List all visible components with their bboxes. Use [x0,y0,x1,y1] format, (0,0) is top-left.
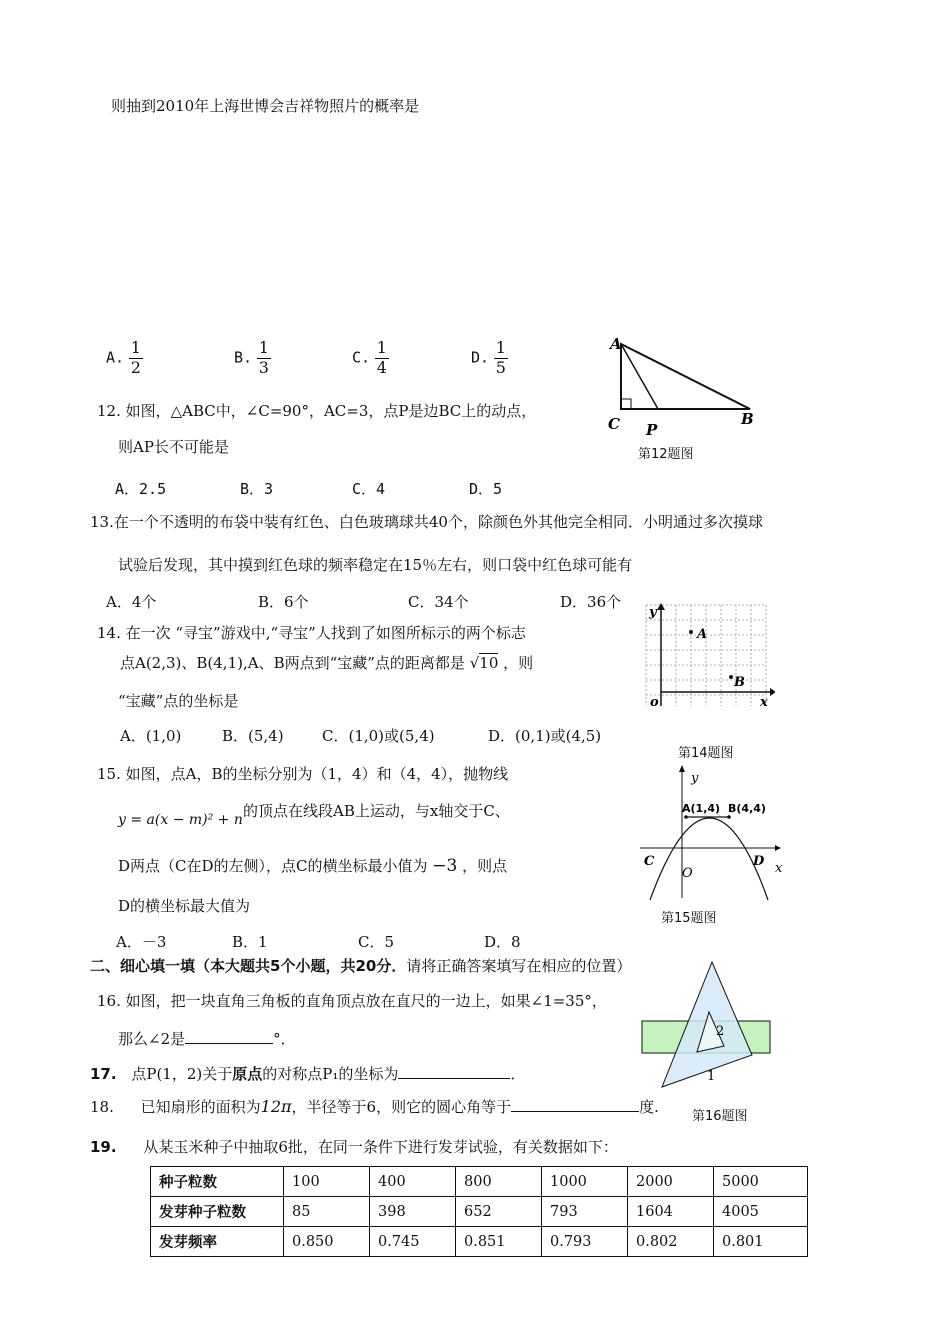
label-o: o [650,695,659,710]
q11-option-d [471,340,508,377]
section2-title: 二、细心填一填 [90,957,196,975]
q14-line1: 14. 在一次 “寻宝”游戏中,“寻宝”人找到了如图所标示的两个标志 [97,624,526,642]
q17-text-b: 的对称点P₁的坐标为 [262,1065,399,1083]
label-x: x [775,861,783,876]
table-cell: 1000 [542,1167,628,1197]
table-cell: 0.745 [370,1227,456,1257]
q14-caption: 第14题图 [678,746,734,761]
q13-line1: 13.在一个不透明的布袋中装有红色、白色玻璃球共40个，除颜色外其他完全相同．小明通过多次摸球 [90,513,763,531]
point-a [684,815,688,819]
q13-option-d: D．36个 [560,593,622,611]
germination-table [150,1166,808,1257]
x-axis-arrow [775,845,781,851]
q14-option-b: B．(5,4) [222,727,284,745]
q19-line [90,1136,618,1157]
y-axis-arrow [657,603,665,610]
row-header: 发芽频率 [151,1227,284,1257]
table-row [151,1167,808,1197]
option-label: C. [352,348,371,367]
q14-line2-tail: ，则 [503,654,534,672]
q13-line2: 试验后发现，其中摸到红色球的频率稳定在15％左右，则口袋中红色球可能有 [118,556,633,574]
point-a [689,630,693,634]
q18-text: 已知扇形的面积为 [140,1098,261,1116]
q15-min-value: −3 [432,856,458,876]
q14-line2 [120,652,533,673]
sqrt-expression: √10 [469,654,499,672]
label-b-coord: B(4,4) [728,802,766,815]
q14-option-d: D．(0,1)或(4,5) [488,727,602,745]
q13-option-b: B．6个 [258,593,309,611]
label-1: 1 [707,1069,716,1084]
option-label: B. [234,348,253,367]
q14-line2-text: 点A(2,3)、B(4,1),A、B两点到“宝藏”点的距离都是 [120,654,465,672]
label-x: x [760,695,768,710]
q15-parabola-figure [635,760,795,905]
answer-blank[interactable] [185,1029,273,1044]
q12-triangle-figure [600,332,770,442]
q15-option-b: B．1 [232,933,268,951]
label-c: C [644,854,655,869]
label-p: P [646,421,658,439]
label-c: C [608,415,620,433]
table-cell: 398 [370,1197,456,1227]
q15-caption: 第15题图 [661,911,717,926]
table-row [151,1227,808,1257]
q15-line3-tail: ，则点 [462,857,508,875]
q15-option-d: D．8 [484,933,521,951]
fraction: $\frac{1}{3}$ [258,338,269,377]
q12-line1: 12. 如图，△ABC中，∠C=90°，AC=3，点P是边BC上的动点， [97,402,537,420]
table-cell: 793 [542,1197,628,1227]
row-header: 发芽种子粒数 [151,1197,284,1227]
q18-tail: 度. [639,1098,659,1116]
q17-tail: ． [510,1065,526,1083]
q16-line2-tail: °． [273,1030,296,1048]
y-axis-arrow [679,765,685,772]
table-cell: 0.851 [456,1227,542,1257]
label-y: y [649,605,657,620]
table-cell: 0.802 [628,1227,714,1257]
q15-line1: 15. 如图，点A，B的坐标分别为（1，4）和（4，4），抛物线 [97,765,509,783]
q15-option-a: A．－3 [116,933,167,951]
q17-line [90,1063,525,1084]
q16-line1: 16. 如图，把一块直角三角板的直角顶点放在直尺的一边上，如果∠1=35°， [97,992,607,1010]
q15-line3-text: D两点（C在D的左侧），点C的横坐标最小值为 [118,857,428,875]
label-a: A [697,627,708,642]
table-cell: 0.850 [284,1227,370,1257]
q18-area: 12π [260,1097,292,1116]
fraction: $\frac{1}{4}$ [376,338,387,377]
label-2: 2 [716,1024,725,1039]
q19-text: 从某玉米种子中抽取6批，在同一条件下进行发芽试验，有关数据如下： [143,1138,618,1156]
table-cell: 652 [456,1197,542,1227]
q12-line2: 则AP长不可能是 [118,438,229,456]
fraction: $\frac{1}{2}$ [130,338,141,377]
table-cell: 100 [284,1167,370,1197]
q14-line3: “宝藏”点的坐标是 [118,692,239,710]
table-cell: 1604 [628,1197,714,1227]
q15-line2: 的顶点在线段AB上运动，与x轴交于C、 [243,802,510,820]
section2-tail: 请将正确答案填写在相应的位置） [406,957,632,975]
label-a: A [610,335,622,353]
q18-text-b: ，半径等于6，则它的圆心角等于 [291,1098,512,1116]
option-label: A. [106,348,125,367]
point-b [727,815,731,819]
q13-option-a: A．4个 [106,593,157,611]
q12-option-a: A．2.5 [115,480,167,498]
q13-option-c: C．34个 [408,593,469,611]
q19-number: 19. [90,1138,117,1156]
q16-line2 [118,1028,296,1049]
section2-heading [90,955,631,976]
table-cell: 2000 [628,1167,714,1197]
table-cell: 4005 [714,1197,808,1227]
label-o: O [682,866,693,881]
table-cell: 800 [456,1167,542,1197]
q16-line2-text: 那么∠2是 [118,1030,186,1048]
q15-line4: D的横坐标最大值为 [118,897,251,915]
sqrt-radicand: 10 [479,654,499,672]
table-cell: 0.793 [542,1227,628,1257]
x-axis-arrow [770,688,775,696]
label-d: D [753,854,765,869]
point-b [729,675,733,679]
q11-option-c [352,340,389,377]
q17-number: 17. [90,1065,117,1083]
label-b: B [734,675,745,690]
option-label: D. [471,348,490,367]
q18-line [90,1096,659,1117]
q12-option-c: C．4 [352,480,386,498]
q14-grid-figure [640,600,775,712]
label-b: B [741,410,754,428]
q18-number: 18. [90,1098,114,1116]
answer-blank[interactable] [398,1064,510,1079]
grid-lines [646,605,766,706]
q15-formula: y = a(x − m)² + n [118,812,243,828]
label-y: y [691,771,699,786]
table-row [151,1197,808,1227]
answer-blank[interactable] [511,1097,639,1112]
q17-bold: 原点 [232,1065,263,1083]
q16-caption: 第16题图 [692,1109,748,1124]
q11-option-b [234,340,271,377]
row-header: 种子粒数 [151,1167,284,1197]
q11-option-a [106,340,143,377]
table-cell: 0.801 [714,1227,808,1257]
q12-option-d: D．5 [469,480,503,498]
q15-line3 [118,855,507,876]
label-a-coord: A(1,4) [682,802,721,815]
q14-option-c: C．(1,0)或(5,4) [322,727,435,745]
q12-option-b: B．3 [240,480,274,498]
table-cell: 400 [370,1167,456,1197]
parabola-curve [650,818,768,900]
q12-caption: 第12题图 [638,447,694,462]
q16-figure [640,958,775,1088]
fraction: $\frac{1}{5}$ [495,338,506,377]
q17-text: 点P(1，2)关于 [131,1065,233,1083]
table-cell: 5000 [714,1167,808,1197]
table-cell: 85 [284,1197,370,1227]
q14-option-a: A．(1,0) [120,727,182,745]
right-angle-mark [621,399,631,409]
section2-bold: （本大题共5个小题，共20分． [195,957,407,975]
q15-option-c: C．5 [358,933,395,951]
q11-stem: 则抽到2010年上海世博会吉祥物照片的概率是 [111,97,420,115]
